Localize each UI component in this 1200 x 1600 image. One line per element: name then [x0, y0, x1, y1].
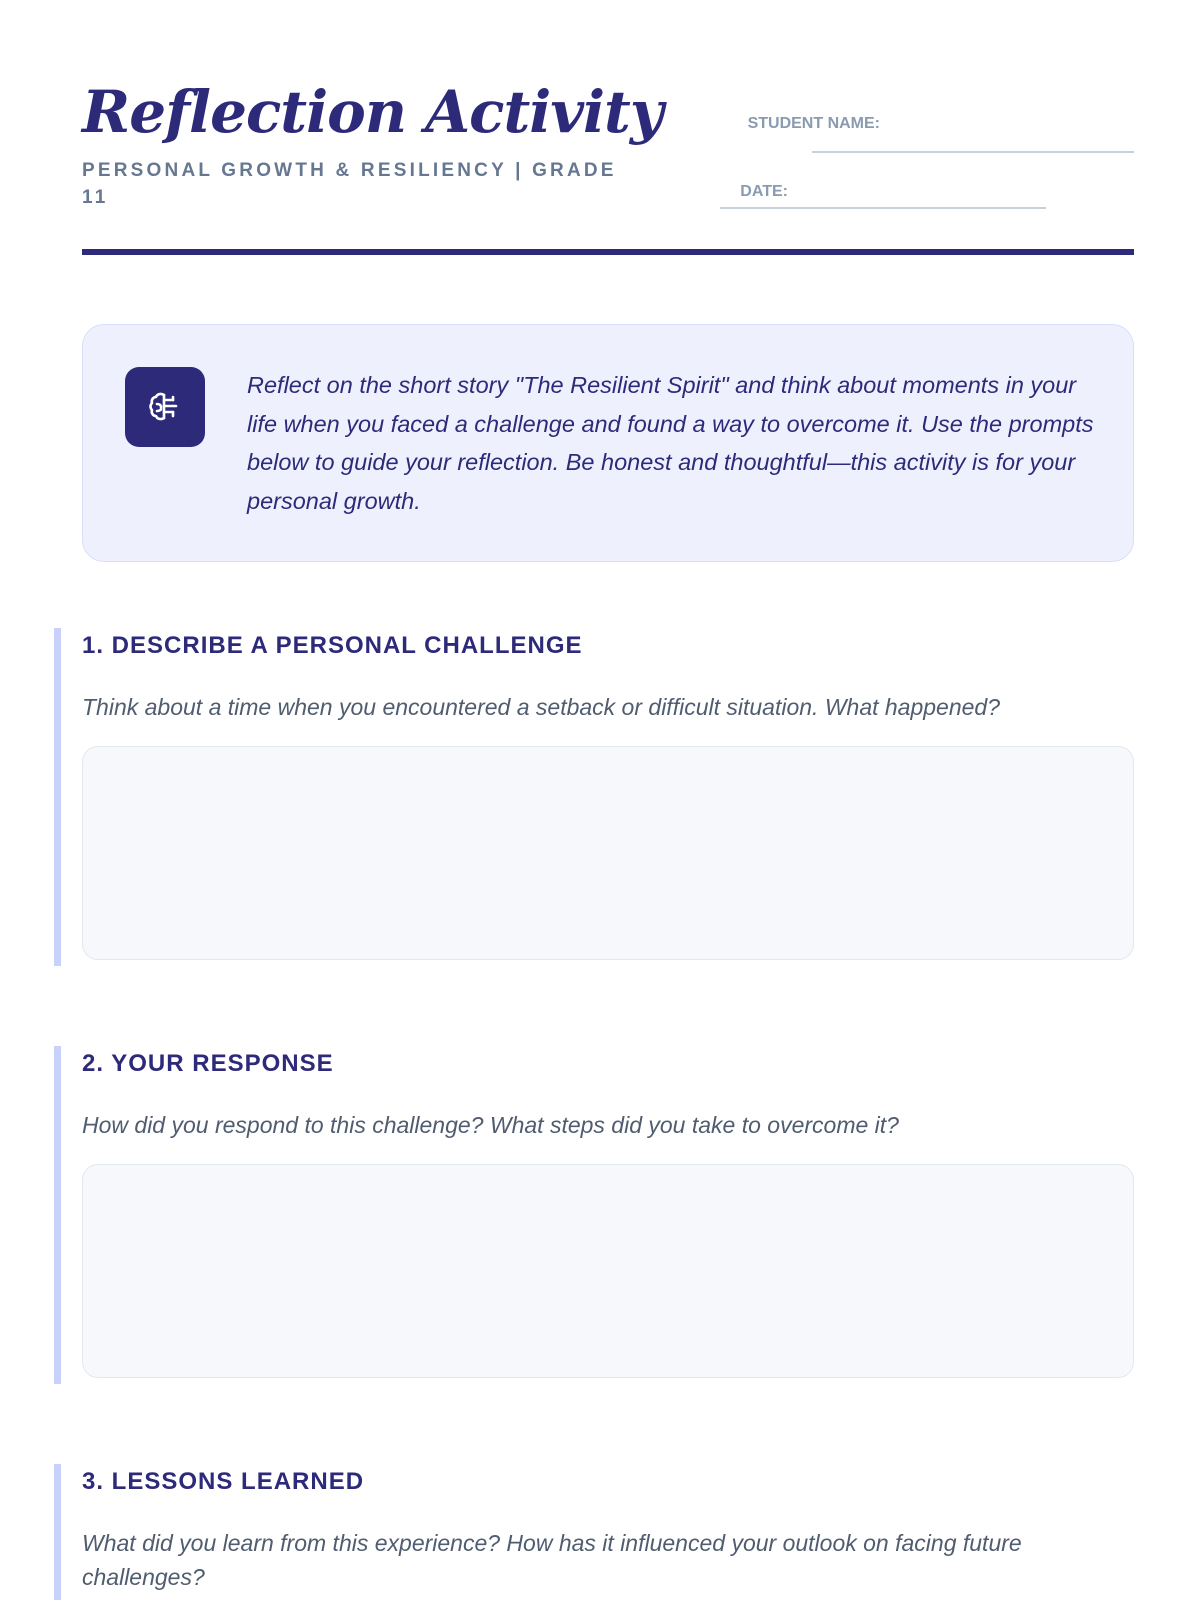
section-your-response	[54, 1046, 1134, 1384]
section-prompt: How did you respond to this challenge? What steps did you take to overcome it?	[82, 1112, 899, 1138]
page-subtitle: PERSONAL GROWTH & RESILIENCY | GRADE 11	[82, 160, 617, 208]
student-name-label: STUDENT NAME:	[747, 115, 880, 132]
page-title: Reflection Activity	[82, 78, 663, 146]
section-title: 1. DESCRIBE A PERSONAL CHALLENGE	[82, 632, 583, 659]
student-name-field[interactable]	[812, 151, 1134, 153]
section-accent-bar	[54, 1464, 61, 1600]
worksheet-header	[82, 78, 1134, 258]
brain-icon	[125, 367, 205, 447]
section-title: 2. YOUR RESPONSE	[82, 1050, 334, 1077]
section-accent-bar	[54, 1046, 61, 1384]
section-lessons-learned	[54, 1464, 1134, 1600]
answer-box-your-response[interactable]	[82, 1164, 1134, 1378]
section-prompt: Think about a time when you encountered a setback or difficult situation. What happened?	[82, 694, 1001, 720]
intro-text: Reflect on the short story "The Resilient Spirit" and think about moments in your life when you faced a challenge and found a way to overcome it. Use the prompts below to guide your reflection. Be honest and thoughtful—this activity is for your personal growth.	[247, 372, 1094, 514]
section-accent-bar	[54, 628, 61, 966]
answer-box-personal-challenge[interactable]	[82, 746, 1134, 960]
date-field[interactable]	[720, 207, 1046, 209]
section-prompt: What did you learn from this experience? How has it influenced your outlook on facing future challenges?	[82, 1530, 1022, 1590]
intro-callout	[82, 324, 1134, 562]
date-label: DATE:	[740, 183, 788, 200]
section-personal-challenge	[54, 628, 1134, 966]
section-title: 3. LESSONS LEARNED	[82, 1468, 365, 1495]
header-divider	[82, 249, 1134, 255]
